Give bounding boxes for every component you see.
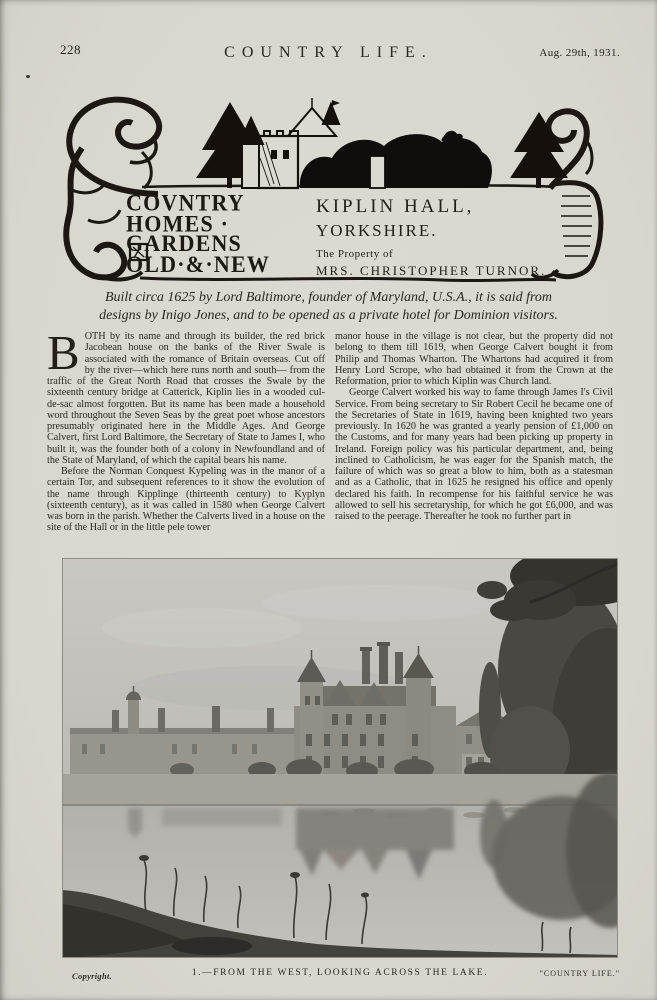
- standfirst-line: Built circa 1625 by Lord Baltimore, founder of Maryland, U.S.A., it is said from: [104, 290, 553, 305]
- owner-name: MRS. CHRISTOPHER TURNOR.: [316, 263, 547, 278]
- paragraph: manor house in the village is not clear, but the property did not belong to them till 1619, when George Calvert bought it from Philip and Thomas Wharton. The Whartons had acquired it from Henry Lord Scrope, who had obtained it from the Crown at the Reformation, prior to which Kiplin was Church land.: [335, 331, 613, 387]
- yew-hedge-icon: [300, 131, 492, 188]
- series-line: GARDENS: [126, 230, 242, 257]
- paragraph: George Calvert worked his way to fame through James I's Civil Service. From being secretary to Sir Robert Cecil he became one of the Secretaries of State in 1619, having been knighted two years previously. In 1620 he was granted a yearly pension of £1,000 on the Customs, and for many years had been picking up property in Ireland. Foreign policy was his particular department, and, being inclined to Catholicism, he was eager for the Spanish match, the failure of which was so great a blow to him, both as a statesman and as a Catholic, that in 1625 he resigned his office and openly declared his faith. In recompense for his faithful service he was allowed to sell his secretaryship, for which he got £6,000, and was raised to the peerage. Thereafter he took no further part in: [335, 387, 613, 522]
- article-column-left: [47, 325, 325, 534]
- copyright-note: Copyright.: [72, 971, 113, 981]
- series-line: OLD·&·NEW: [126, 250, 271, 277]
- series-line: HOMES ·: [126, 210, 230, 237]
- article-title-block: [316, 196, 546, 279]
- standfirst-line: designs by Inigo Jones, and to be opened as a private hotel for Dominion visitors.: [99, 307, 558, 323]
- photo-caption-row: [62, 963, 618, 987]
- series-title: [126, 189, 271, 277]
- standfirst: [0, 289, 657, 324]
- article-title-county: YORKSHIRE.: [316, 221, 438, 240]
- conifer-tree-right-icon: [510, 112, 568, 188]
- masthead-title: COUNTRY LIFE.: [224, 44, 433, 61]
- photo-caption: 1.—FROM THE WEST, LOOKING ACROSS THE LAKE.: [191, 968, 489, 978]
- photo-credit: "COUNTRY LIFE.": [539, 969, 620, 978]
- drop-cap: B: [47, 325, 80, 380]
- property-of-label: The Property of: [316, 248, 394, 260]
- ink-speck: [26, 75, 30, 78]
- series-line: COVNTRY: [126, 189, 245, 216]
- article-column-right: [335, 331, 613, 534]
- issue-date: Aug. 29th, 1931.: [539, 47, 620, 59]
- paragraph-text: OTH by its name and through its builder, the red brick Jacobean house on the banks of the River Swale is associated with the romance of Britain overseas. Cut off by the river—which here runs north and south— from the traffic of the Great North Road that crosses the Swale by the sixteenth century bridge at Catterick, Kiplin lies in a wooded cul-de-sac almost forgotten. But its name has been made a household word throughout the Seven Seas by the great poet whose ancestors presumably originated here in the Middle Ages. And George Calvert, first Lord Baltimore, the Secretary of State to James I, who built it, was the founder both of a colony in Newfoundland and of the State of Maryland, of which the capital bears his name.: [47, 331, 325, 466]
- page-number: 228: [60, 42, 81, 57]
- paragraph: [47, 325, 325, 466]
- series-banner: [42, 92, 620, 284]
- article-title: KIPLIN HALL,: [316, 196, 475, 217]
- photo-kiplin-hall-from-west: [62, 558, 618, 958]
- paragraph: Before the Norman Conquest Kypeling was in the manor of a certain Tor, and subsequent references to it show the evolution of the name through Kipplinge (thirteenth century) to Kyplyn (sixteenth century), as it was called in 1580 when George Calvert was born in the parish. Whether the Calverts lived in a house on the site of the Hall or in the little pele tower: [47, 466, 325, 534]
- article-body: [47, 325, 613, 534]
